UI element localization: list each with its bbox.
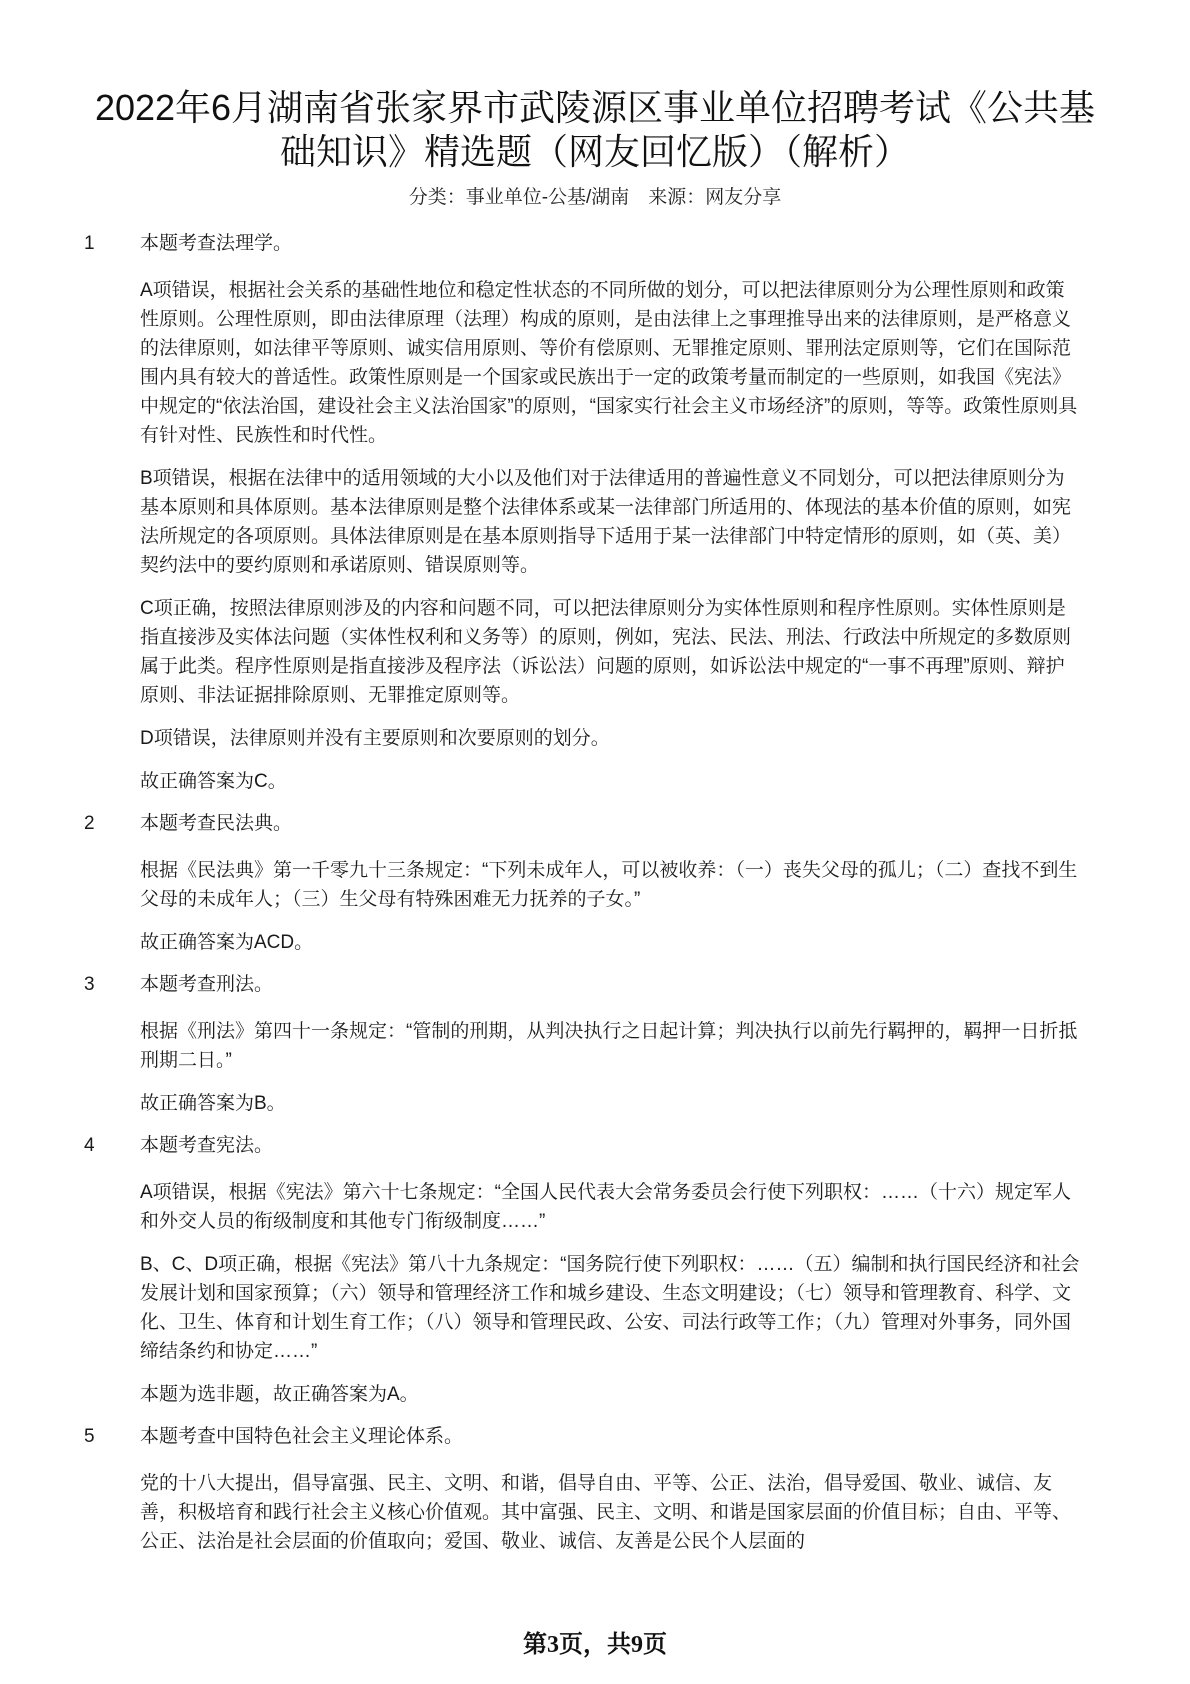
explanation-paragraph: A项错误，根据社会关系的基础性地位和稳定性状态的不同所做的划分，可以把法律原则分为公理性原则和政策性原则。公理性原则，即由法律原理（法理）构成的原则，是由法律上之事理推导出来的法律原则，是严格意义的法律原则，如法律平等原则、诚实信用原则、等价有偿原则、无罪推定原则、罪刑法定原则等，它们在国际范围内具有较大的普适性。政策性原则是一个国家或民族出于一定的政策考量而制定的一些原则，如我国《宪法》中规定的“依法治国，建设社会主义法治国家”的原则，“国家实行社会主义市场经济”的原则，等等。政策性原则具有针对性、民族性和时代性。 <box>140 280 1078 446</box>
question-4 <box>84 1132 1084 1409</box>
question-topic: 本题考查刑法。 <box>140 974 274 995</box>
question-topic: 本题考查法理学。 <box>140 233 293 254</box>
question-number: 2 <box>84 813 95 834</box>
question-number: 1 <box>84 233 95 254</box>
question-topic: 本题考查民法典。 <box>140 813 293 834</box>
question-topic: 本题考查中国特色社会主义理论体系。 <box>140 1426 464 1447</box>
explanation-paragraph: 根据《民法典》第一千零九十三条规定：“下列未成年人，可以被收养：（一）丧失父母的孤儿；（二）查找不到生父母的未成年人；（三）生父母有特殊困难无力抚养的子女。” <box>140 860 1078 910</box>
question-header <box>84 1423 1084 1469</box>
answer-line: 本题为选非题，故正确答案为A。 <box>140 1384 419 1405</box>
question-header <box>84 810 1084 856</box>
question-1 <box>84 230 1084 796</box>
question-header <box>84 230 1084 276</box>
explanation-paragraph: 党的十八大提出，倡导富强、民主、文明、和谐，倡导自由、平等、公正、法治，倡导爱国、敬业、诚信、友善，积极培育和践行社会主义核心价值观。其中富强、民主、文明、和谐是国家层面的价值目标；自由、平等、公正、法治是社会层面的价值取向；爱国、敬业、诚信、友善是公民个人层面的 <box>140 1473 1072 1552</box>
question-5 <box>84 1423 1084 1556</box>
question-3 <box>84 971 1084 1118</box>
explanation-paragraph: A项错误，根据《宪法》第六十七条规定：“全国人民代表大会常务委员会行使下列职权：……（十六）规定军人和外交人员的衔级制度和其他专门衔级制度……” <box>140 1182 1072 1232</box>
explanation-paragraph: B、C、D项正确，根据《宪法》第八十九条规定：“国务院行使下列职权：……（五）编制和执行国民经济和社会发展计划和国家预算；（六）领导和管理经济工作和城乡建设、生态文明建设；（七）领导和管理教育、科学、文化、卫生、体育和计划生育工作；（八）领导和管理民政、公安、司法行政等工作；（九）管理对外事务，同外国缔结条约和协定……” <box>140 1254 1080 1362</box>
explanation-paragraph: D项错误，法律原则并没有主要原则和次要原则的划分。 <box>140 728 610 749</box>
explanation-paragraph: C项正确，按照法律原则涉及的内容和问题不同，可以把法律原则分为实体性原则和程序性原则。实体性原则是指直接涉及实体法问题（实体性权利和义务等）的原则，例如，宪法、民法、刑法、行政法中所规定的多数原则属于此类。程序性原则是指直接涉及程序法（诉讼法）问题的原则，如诉讼法中规定的“一事不再理”原则、辩护原则、非法证据排除原则、无罪推定原则等。 <box>140 598 1072 706</box>
answer-list <box>84 230 1084 1570</box>
question-number: 4 <box>84 1135 95 1156</box>
question-2 <box>84 810 1084 957</box>
page-number: 第3页，共9页 <box>523 1632 667 1658</box>
explanation-paragraph: 根据《刑法》第四十一条规定：“管制的刑期，从判决执行之日起计算；判决执行以前先行羁押的，羁押一日折抵刑期二日。” <box>140 1021 1078 1071</box>
question-header <box>84 971 1084 1017</box>
explanation-paragraph: B项错误，根据在法律中的适用领域的大小以及他们对于法律适用的普遍性意义不同划分，可以把法律原则分为基本原则和具体原则。基本法律原则是整个法律体系或某一法律部门所适用的、体现法的基本价值的原则，如宪法所规定的各项原则。具体法律原则是在基本原则指导下适用于某一法律部门中特定情形的原则，如（英、美）契约法中的要约原则和承诺原则、错误原则等。 <box>140 468 1072 576</box>
answer-line: 故正确答案为C。 <box>140 771 287 792</box>
question-number: 5 <box>84 1426 95 1447</box>
page-title: 2022年6月湖南省张家界市武陵源区事业单位招聘考试《公共基础知识》精选题（网友回忆版）（解析） <box>94 87 1096 172</box>
question-number: 3 <box>84 974 95 995</box>
page-subtitle: 分类：事业单位-公基/湖南 来源：网友分享 <box>408 187 782 208</box>
answer-line: 故正确答案为ACD。 <box>140 932 314 953</box>
question-topic: 本题考查宪法。 <box>140 1135 274 1156</box>
answer-line: 故正确答案为B。 <box>140 1093 286 1114</box>
question-header <box>84 1132 1084 1178</box>
